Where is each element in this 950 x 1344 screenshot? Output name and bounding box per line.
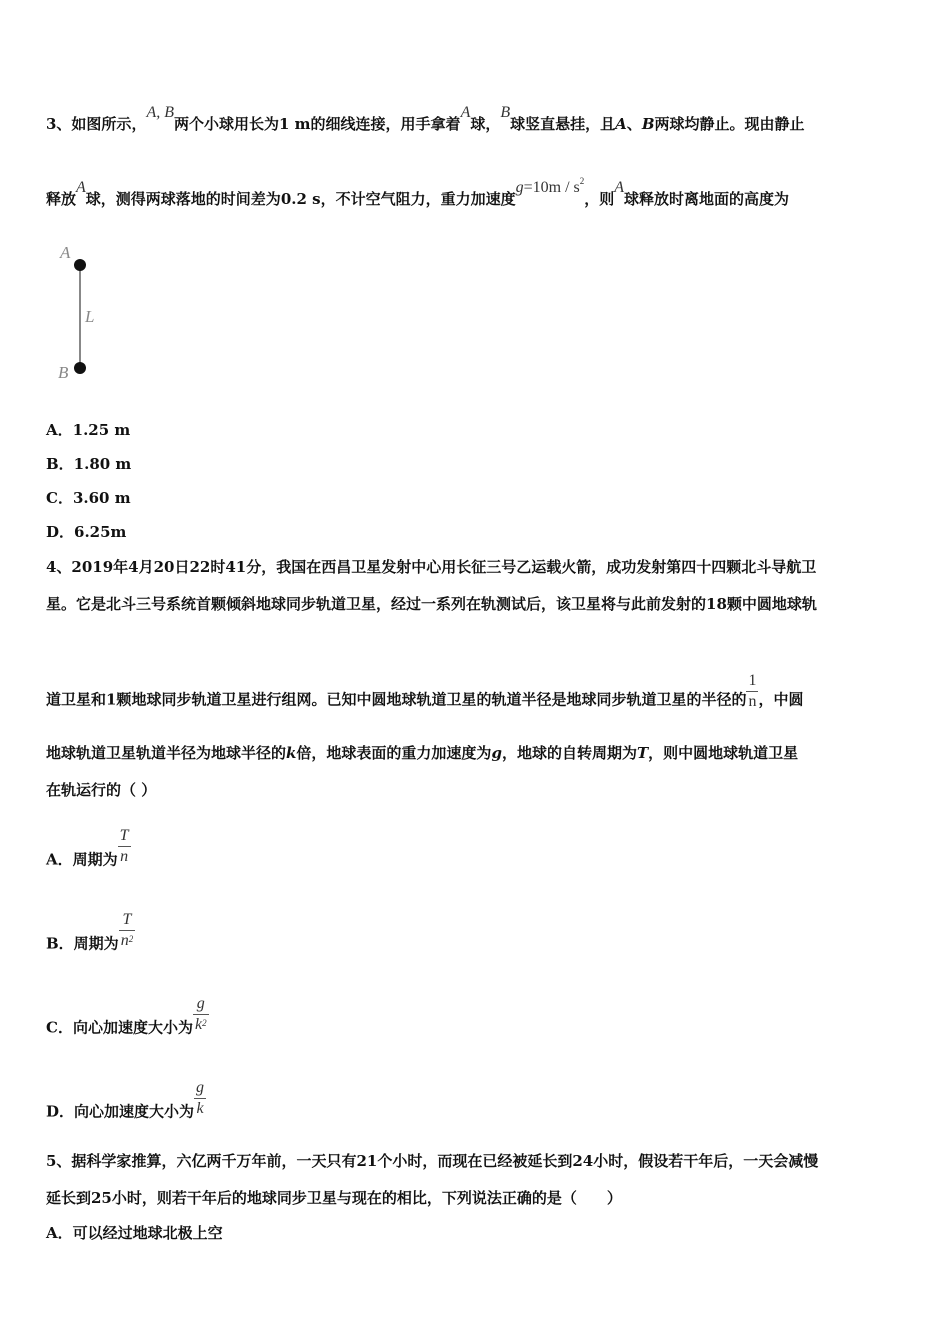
q4-text: 地球轨道卫星轨道半径为地球半径的 xyxy=(46,744,287,762)
fraction-numerator: g xyxy=(194,1078,206,1099)
q4-stem-line-5: 在轨运行的（ ） xyxy=(46,781,157,799)
math-g: g xyxy=(515,179,524,196)
pendulum-figure xyxy=(50,240,130,390)
q3-text: 3、如图所示， xyxy=(46,115,147,133)
q3-text: 球释放时离地面的高度为 xyxy=(624,190,790,208)
fraction-denominator: n xyxy=(748,693,757,710)
q3-stem-line-2 xyxy=(46,176,790,211)
q3-option-d[interactable]: D．6.25m xyxy=(46,523,127,541)
q3-text: 两个小球用长为 xyxy=(174,115,280,133)
q3-text: 、 xyxy=(626,115,642,133)
math-b: B xyxy=(500,104,511,121)
ball-a-label: A xyxy=(615,115,627,133)
var-t: T xyxy=(636,744,649,762)
math-a: A xyxy=(460,104,471,121)
var-k: k xyxy=(286,744,297,762)
q4-text: ，则中圆地球轨道卫星 xyxy=(648,744,799,762)
fraction-base: n xyxy=(120,848,129,865)
fraction-denominator xyxy=(193,1015,209,1035)
math-a: A xyxy=(76,179,86,196)
q3-option-b[interactable]: B．1.80 m xyxy=(46,455,132,473)
q4-stem-line-2: 星。它是北斗三号系统首颗倾斜地球同步轨道卫星，经过一系列在轨测试后，该卫星将与此前发射的18颗中圆地球轨 xyxy=(46,595,817,613)
ball-b xyxy=(74,362,86,374)
fraction-numerator: T xyxy=(118,826,131,847)
q3-text: 释放 xyxy=(46,190,77,208)
q5-stem-line-2: 延长到25小时，则若干年后的地球同步卫星与现在的相比，下列说法正确的是（ ） xyxy=(46,1189,622,1207)
q4-option-a[interactable] xyxy=(46,827,131,881)
fraction-base: k xyxy=(194,1016,203,1033)
fraction-numerator: g xyxy=(193,994,209,1015)
option-fraction xyxy=(118,826,131,867)
fraction-one-over-n xyxy=(746,671,758,712)
fraction-base: n xyxy=(120,932,129,949)
q3-text: 两球均静止。现由静止 xyxy=(654,115,805,133)
gravity-value: =10m / s xyxy=(523,179,580,196)
q4-option-c[interactable] xyxy=(46,995,209,1049)
option-label: B．周期为 xyxy=(46,934,119,953)
q4-stem-line-1: 4、2019年4月20日22时41分，我国在西昌卫星发射中心用长征三号乙运载火箭，成功发射第四十四颗北斗导航卫 xyxy=(46,558,817,576)
q4-text: 道卫星和1颗地球同步轨道卫星进行组网。已知中圆地球轨道卫星的轨道半径是地球同步轨道卫星的半径的 xyxy=(46,690,747,709)
q3-text: 球，测得两球落地的时间差为 xyxy=(85,190,281,208)
q4-option-b[interactable] xyxy=(46,911,135,965)
q4-text: ，地球的自转周期为 xyxy=(501,744,637,762)
option-fraction xyxy=(194,1078,206,1119)
math-a: A xyxy=(614,179,625,196)
option-fraction xyxy=(119,910,136,951)
q4-stem-line-4 xyxy=(46,743,798,763)
q3-stem-line-1 xyxy=(46,104,805,135)
q4-text: 倍，地球表面的重力加速度为 xyxy=(296,744,492,762)
q5-option-a[interactable]: A．可以经过地球北极上空 xyxy=(46,1224,223,1242)
figure-label-l: L xyxy=(85,307,95,326)
q5-stem-line-1: 5、据科学家推算，六亿两千万年前，一天只有21个小时，而现在已经被延长到24小时，假设若干年后，一天会减慢 xyxy=(46,1152,819,1170)
fraction-numerator: 1 xyxy=(746,671,758,692)
var-g: g xyxy=(491,744,502,762)
option-fraction xyxy=(193,994,209,1035)
q4-stem-line-3 xyxy=(46,672,804,721)
ball-a xyxy=(74,259,86,271)
rope-length: 1 m xyxy=(279,115,311,133)
time-difference: 0.2 s xyxy=(280,190,321,208)
fraction-denominator xyxy=(194,1099,206,1119)
fraction-exponent: 2 xyxy=(202,1018,207,1028)
option-label: A．周期为 xyxy=(46,850,118,869)
q3-text: ，不计空气阻力，重力加速度 xyxy=(320,190,516,208)
gravity-exponent: 2 xyxy=(579,176,585,186)
q3-text: 球， xyxy=(470,115,501,133)
ball-b-label: B xyxy=(641,115,655,133)
q3-option-a[interactable]: A．1.25 m xyxy=(46,421,131,439)
q3-text: 球竖直悬挂，且 xyxy=(510,115,616,133)
fraction-exponent: 2 xyxy=(128,934,134,944)
fraction-denominator xyxy=(118,847,131,867)
q3-text: ，则 xyxy=(584,190,615,208)
q4-text: ，中圆 xyxy=(758,690,804,709)
figure-label-b: B xyxy=(58,363,69,382)
math-ab: A, B xyxy=(146,104,174,121)
q4-option-d[interactable] xyxy=(46,1079,206,1133)
fraction-base: k xyxy=(196,1100,204,1117)
q3-option-c[interactable]: C．3.60 m xyxy=(46,489,131,507)
figure-label-a: A xyxy=(60,243,71,262)
option-label: C．向心加速度大小为 xyxy=(46,1018,193,1037)
fraction-numerator: T xyxy=(119,910,136,931)
fraction-denominator xyxy=(119,931,136,951)
q3-text: 的细线连接，用手拿着 xyxy=(310,115,461,133)
option-label: D．向心加速度大小为 xyxy=(46,1102,195,1121)
